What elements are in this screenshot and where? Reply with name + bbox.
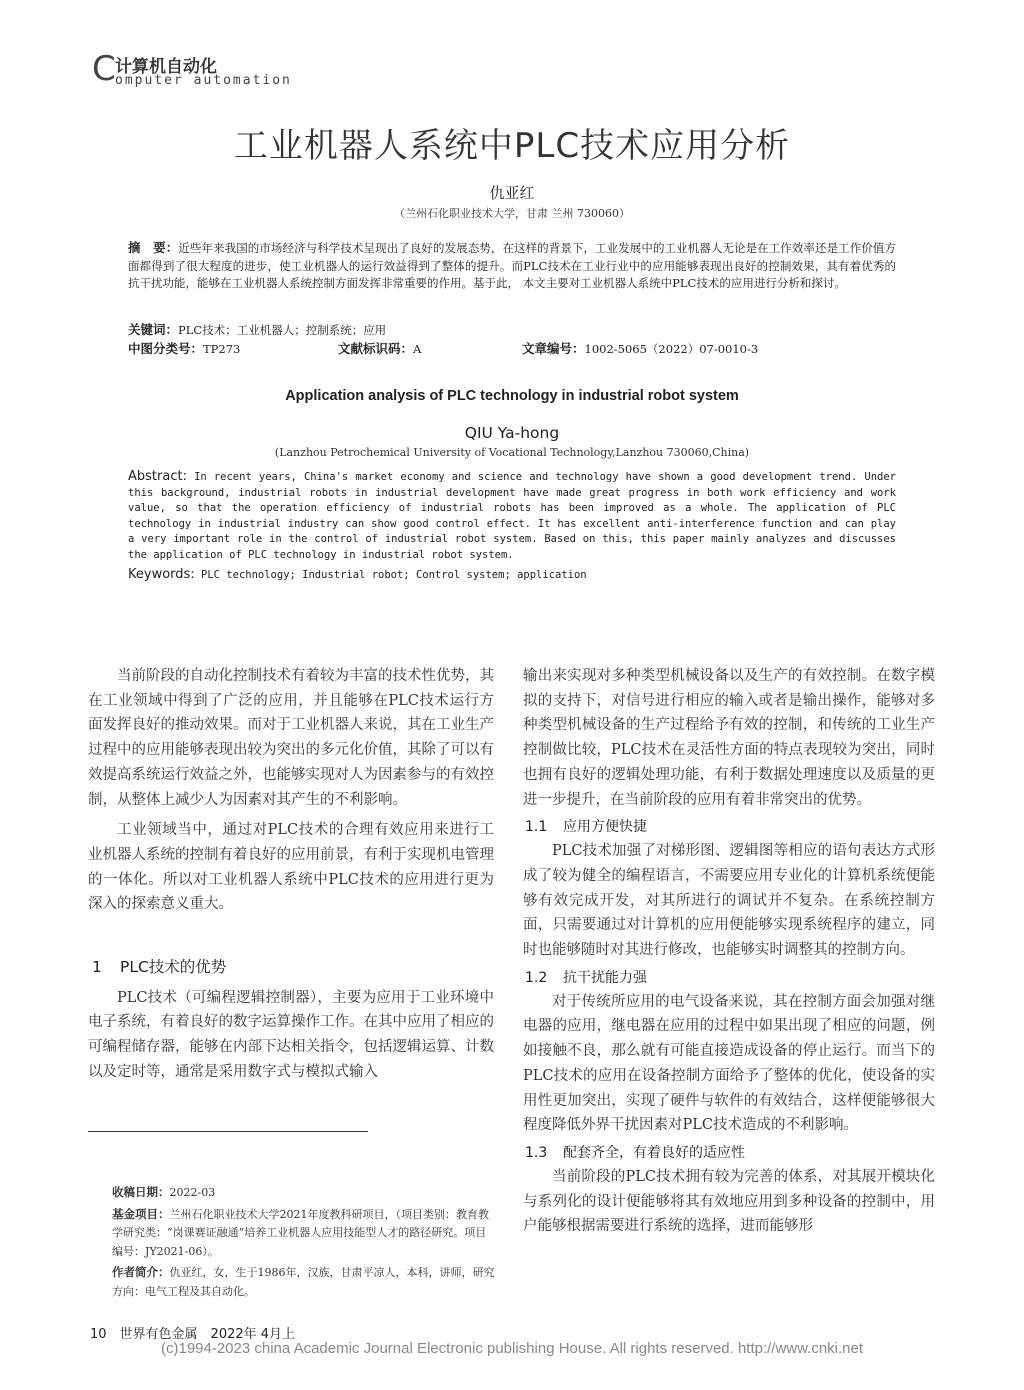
keywords-en-text: PLC technology; Industrial robot; Control system; application [194,569,587,581]
paragraph: PLC技术（可编程逻辑控制器），主要为应用于工业环境中电子系统，有着良好的数字运算操作工作。在其中应用了相应的可编程储存器，能够在内部下达相关指令，包括逻辑运算、计数以及定时等，通常是采用数字式与模拟式输入 [88,989,494,1080]
subsection-heading-1-2: 1.2 抗干扰能力强 [525,969,647,986]
journal-section-en: omputer automation [115,73,292,88]
footnote-divider [88,1131,368,1132]
article-meta [128,339,896,357]
abstract-en-text: In recent years, China's market economy and science and technology have shown a good development trend. Under this background, industrial robots in industrial development have made great progress in both work efficiency and work value, so that the operation efficiency of industrial robots has been improved as a whole. The application of PLC technology in industrial industry can show good control effect. It has excellent anti-interference function and can play a very important role in the control of industrial robot system. Based on this, this paper mainly analyzes and discusses the application of PLC technology in industrial robot system. [128,471,896,561]
document-code: 文献标识码：A [338,341,422,356]
paragraph: 当前阶段的PLC技术拥有较为完善的体系，对其展开模块化与系列化的设计便能够将其有效地应用到多种设备的控制中，用户能够根据需要进行系统的选择，进而能够形 [523,1168,935,1235]
fund-project: 基金项目：兰州石化职业技术大学2021年度教科研项目，（项目类别：教育教学研究类：“岗课赛证融通”培养工业机器人应用技能型人才的路径研究。项目编号：JY2021-06）。 [112,1206,489,1258]
english-affiliation: (Lanzhou Petrochemical University of Vocational Technology,Lanzhou 730060,China) [274,446,750,459]
keywords-en [128,567,896,582]
english-author: QIU Ya-hong [464,424,560,442]
body-right-column [523,664,935,1239]
article-author: 仇亚红 [489,184,535,202]
english-title: Application analysis of PLC technology in industrial robot system [285,388,739,404]
author-bio: 作者简介：仇亚红，女，生于1986年，汉族，甘肃平凉人，本科，讲师，研究方向：电气工程及其自动化。 [112,1265,495,1298]
keywords-label: 关键词： [128,322,179,337]
paragraph: 对于传统所应用的电气设备来说，其在控制方面会加强对继电器的应用，继电器在应用的过程中如果出现了相应的问题，例如接触不良，那么就有可能直接造成设备的停止运行。而当下的PLC技术的应用在设备控制方面给予了整体的优化，使设备的实用性更加突出，实现了硬件与软件的有效结合，这样便能够很大程度降低外界干扰因素对PLC技术造成的不利影响。 [523,993,935,1134]
paragraph: 输出来实现对多种类型机械设备以及生产的有效控制。在数字模拟的支持下，对信号进行相应的输入或者是输出操作，能够对多种类型机械设备的生产过程给予有效的控制，和传统的工业生产控制做比较，PLC技术在灵活性方面的特点表现较为突出，同时也拥有良好的逻辑处理功能，有利于数据处理速度以及质量的更进一步提升，在当前阶段的应用有着非常突出的优势。 [523,668,935,808]
keywords-cn [128,320,896,338]
journal-section-cn: 计算机自动化 [115,57,217,77]
article-title: 工业机器人系统中PLC技术应用分析 [233,126,791,166]
journal-logo-letter: C [92,49,116,89]
author-affiliation: （兰州石化职业技术大学，甘肃 兰州 730060） [394,207,630,220]
paragraph: 当前阶段的自动化控制技术有着较为丰富的技术性优势，其在工业领域中得到了广泛的应用，并且能够在PLC技术运行方面发挥良好的推动效果。而对于工业机器人来说，其在工业生产过程中的应用能够表现出较为突出的多元化价值，其除了可以有效提高系统运行效益之外，也能够实现对人为因素参与的有效控制，从整体上减少人为因素对其产生的不利影响。 [88,668,494,808]
copyright-notice: (c)1994-2023 china Academic Journal Electronic publishing House. All rights reserved. http://www.cnki.net [160,1340,864,1357]
keywords-en-label: Keywords: [128,567,195,582]
abstract-en [128,469,896,563]
abstract-text: 近些年来我国的市场经济与科学技术呈现出了良好的发展态势，在这样的背景下，工业发展中的工业机器人无论是在工作效率还是工作价值方面都得到了很大程度的进步，使工业机器人的运行效益得到了整体的提升。而PLC技术在工业行业中的应用能够表现出良好的控制效果，其有着优秀的抗干扰功能，能够在工业机器人系统控制方面发挥非常重要的作用。基于此， 本文主要对工业机器人系统中PLC技术的应用进行分析和探讨。 [128,241,896,290]
article-number: 文章编号：1002-5065（2022）07-0010-3 [522,341,759,356]
subsection-heading-1-3: 1.3 配套齐全，有着良好的适应性 [525,1144,745,1161]
abstract-cn [128,239,896,293]
received-date: 收稿日期：2022-03 [112,1185,216,1199]
page-footer: 10 世界有色金属 2022年 4月上 [90,1327,296,1342]
body-left-column-section [88,958,494,1085]
section-heading-1: 1 PLC技术的优势 [92,958,227,976]
clc-number: 中图分类号：TP273 [128,341,241,356]
body-left-column [88,664,494,917]
footnote [112,1183,497,1303]
paragraph: 工业领域当中，通过对PLC技术的合理有效应用来进行工业机器人系统的控制有着良好的应用前景，有利于实现机电管理的一体化。所以对工业机器人系统中PLC技术的应用进行更为深入的探索意义重大。 [88,822,494,913]
abstract-en-label: Abstract: [128,469,187,484]
abstract-label: 摘 要： [128,240,179,255]
subsection-heading-1-1: 1.1 应用方便快捷 [525,819,647,836]
keywords-text: PLC技术；工业机器人；控制系统；应用 [178,323,387,337]
journal-brand [92,50,392,90]
paragraph: PLC技术加强了对梯形图、逻辑图等相应的语句表达方式形成了较为健全的编程语言，不需要应用专业化的计算机系统便能够有效完成开发，对其所进行的调试并不复杂。在系统控制方面，只需要通过对计算机的应用便能够实现系统程序的建立，同时也能够随时对其进行修改，也能够实时调整其的控制方向。 [523,843,935,959]
